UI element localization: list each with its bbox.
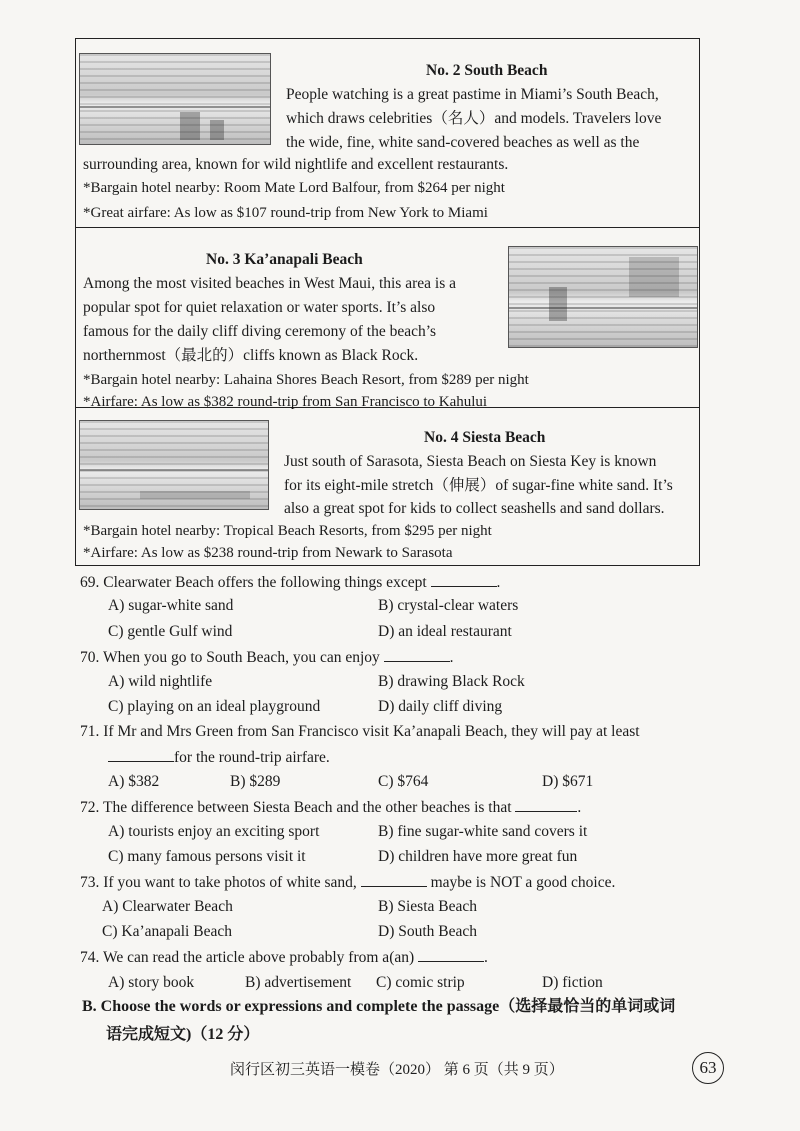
beach-box-siesta	[75, 408, 700, 566]
beach-text-line: surrounding area, known for wild nightlife and excellent restaurants.	[83, 156, 509, 173]
question-70	[80, 645, 454, 670]
page-number-badge: 63	[692, 1052, 724, 1084]
answer-blank	[108, 745, 174, 762]
beach-box-kaanapali	[75, 228, 700, 408]
option-d: D) fiction	[542, 974, 603, 991]
beach-airfare: *Airfare: As low as $238 round-trip from Newark to Sarasota	[83, 545, 453, 561]
question-72	[80, 795, 581, 820]
option-b: B) advertisement	[245, 974, 352, 991]
question-stem-end: .	[449, 649, 454, 666]
answer-blank	[431, 570, 497, 587]
option-b: B) drawing Black Rock	[378, 673, 525, 690]
question-stem-end: .	[577, 799, 582, 816]
option-d: D) an ideal restaurant	[378, 623, 512, 640]
question-stem-end: for the round-trip airfare.	[174, 749, 330, 766]
beach-airfare: *Great airfare: As low as $107 round-trip from New York to Miami	[83, 205, 488, 221]
beach-text-line: which draws celebrities（名人）and models. Travelers love	[286, 110, 662, 127]
question-stem-end: maybe is NOT a good choice.	[430, 874, 616, 891]
beach-text-line: Just south of Sarasota, Siesta Beach on Siesta Key is known	[284, 453, 657, 470]
beach-title: No. 2 South Beach	[426, 62, 548, 79]
option-c: C) $764	[378, 773, 429, 790]
option-a: A) tourists enjoy an exciting sport	[108, 823, 320, 840]
question-stem: 73. If you want to take photos of white sand,	[80, 874, 357, 891]
question-71-cont	[108, 745, 330, 770]
option-b: B) $289	[230, 773, 281, 790]
question-74	[80, 945, 488, 970]
beach-photo-siesta	[79, 420, 269, 510]
beach-text-line: famous for the daily cliff diving ceremony of the beach’s	[83, 323, 437, 340]
answer-blank	[418, 945, 484, 962]
beach-airfare: *Airfare: As low as $382 round-trip from San Francisco to Kahului	[83, 394, 488, 410]
section-b-heading-cont: 语完成短文)（12 分）	[106, 1026, 260, 1043]
question-73	[80, 870, 615, 895]
option-c: C) gentle Gulf wind	[108, 623, 233, 640]
option-a: A) story book	[108, 974, 195, 991]
beach-text-line: Among the most visited beaches in West Maui, this area is a	[83, 275, 456, 292]
option-a: A) wild nightlife	[108, 673, 213, 690]
beach-title: No. 3 Ka’anapali Beach	[206, 251, 363, 268]
question-stem: 74. We can read the article above probably from a(an)	[80, 949, 415, 966]
option-d: D) children have more great fun	[378, 848, 578, 865]
beach-hotel: *Bargain hotel nearby: Room Mate Lord Balfour, from $264 per night	[83, 180, 505, 196]
option-d: D) daily cliff diving	[378, 698, 503, 715]
beach-text-line: northernmost（最北的）cliffs known as Black Rock.	[83, 347, 419, 364]
answer-blank	[361, 870, 427, 887]
option-d: D) $671	[542, 773, 594, 790]
beach-photo-south	[79, 53, 271, 145]
question-stem-end: .	[484, 949, 488, 966]
option-c: C) Ka’anapali Beach	[102, 923, 232, 940]
question-stem: 69. Clearwater Beach offers the following things except	[80, 574, 427, 591]
option-c: C) playing on an ideal playground	[108, 698, 321, 715]
question-71: 71. If Mr and Mrs Green from San Francisco visit Ka’anapali Beach, they will pay at least	[80, 723, 640, 740]
question-stem: 72. The difference between Siesta Beach and the other beaches is that	[80, 799, 512, 816]
beach-text-line: also a great spot for kids to collect seashells and sand dollars.	[284, 500, 665, 517]
answer-blank	[515, 795, 577, 812]
beach-title: No. 4 Siesta Beach	[424, 429, 546, 446]
question-69	[80, 570, 500, 595]
beach-photo-kaanapali	[508, 246, 698, 348]
beach-text-line: People watching is a great pastime in Miami’s South Beach,	[286, 86, 659, 103]
beach-text-line: for its eight-mile stretch（伸展）of sugar-fine white sand. It’s	[284, 477, 673, 494]
option-c: C) many famous persons visit it	[108, 848, 306, 865]
answer-blank	[384, 645, 450, 662]
question-stem-end: .	[496, 574, 501, 591]
option-a: A) $382	[108, 773, 160, 790]
section-b-heading: B. Choose the words or expressions and complete the passage（选择最恰当的单词或词	[82, 998, 676, 1015]
option-a: A) sugar-white sand	[108, 597, 234, 614]
option-b: B) fine sugar-white sand covers it	[378, 823, 588, 840]
beach-hotel: *Bargain hotel nearby: Tropical Beach Resorts, from $295 per night	[83, 523, 492, 539]
beach-text-line: the wide, fine, white sand-covered beaches as well as the	[286, 134, 640, 151]
question-stem: 70. When you go to South Beach, you can enjoy	[80, 649, 380, 666]
option-c: C) comic strip	[376, 974, 465, 991]
page-footer: 闵行区初三英语一模卷（2020） 第 6 页（共 9 页）	[230, 1062, 564, 1078]
option-b: B) crystal-clear waters	[378, 597, 519, 614]
option-b: B) Siesta Beach	[378, 898, 478, 915]
beach-box-south	[75, 38, 700, 228]
beach-text-line: popular spot for quiet relaxation or water sports. It’s also	[83, 299, 436, 316]
option-a: A) Clearwater Beach	[102, 898, 233, 915]
option-d: D) South Beach	[378, 923, 478, 940]
beach-hotel: *Bargain hotel nearby: Lahaina Shores Beach Resort, from $289 per night	[83, 372, 529, 388]
